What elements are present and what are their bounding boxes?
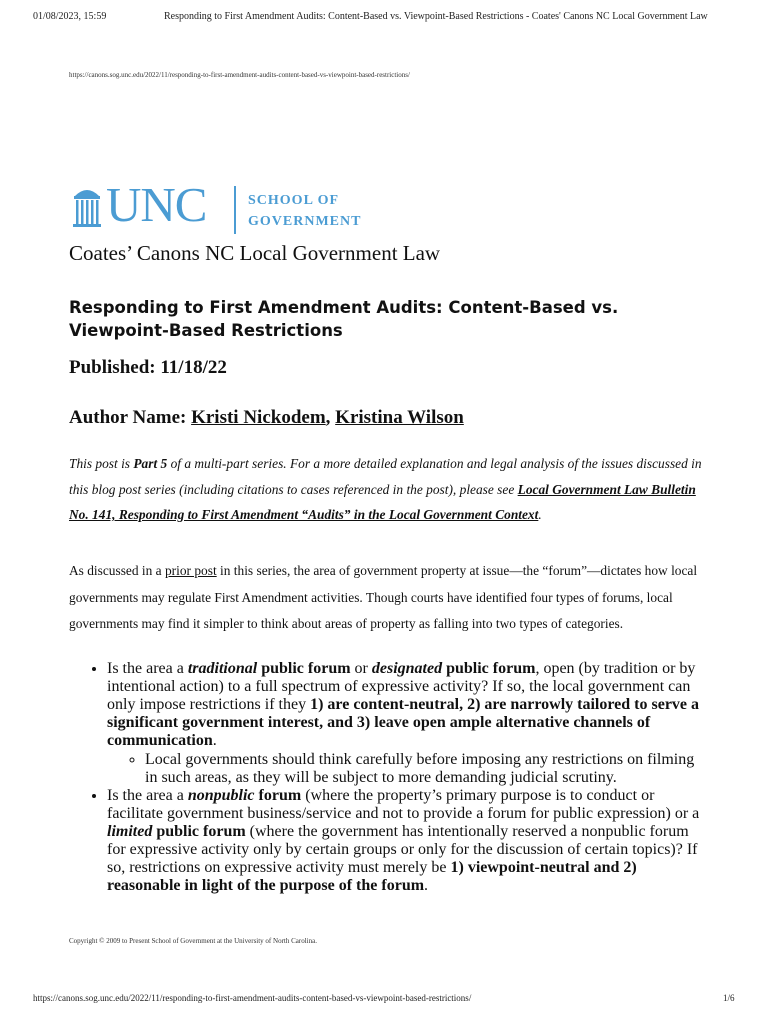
b2-forum: forum <box>254 787 302 804</box>
prior-post-link[interactable]: prior post <box>164 563 217 578</box>
intro-text-1: This post is <box>69 456 134 471</box>
list-item <box>107 660 709 787</box>
page-url: https://canons.sog.unc.edu/2022/11/responding-to-first-amendment-audits-content-based-vs-viewpoint-based-restrictions/ <box>69 71 410 79</box>
author-link-wilson[interactable]: Kristina Wilson <box>335 407 464 428</box>
intro-part: Part 5 <box>133 456 168 471</box>
intro-text-3: . <box>538 507 542 522</box>
list-item: ◦ Local governments should think carefully before imposing any restrictions on filming in such areas, as they will be subject to more demanding judicial scrutiny. <box>145 751 709 787</box>
unc-sog-logo[interactable] <box>72 177 362 234</box>
author-label: Author Name: <box>69 407 187 428</box>
b1-traditional: traditional <box>187 660 258 677</box>
b2-text-3: (where the government has intentionally reserved a nonpublic forum for expressive activity only by certain groups or only for the discussion of certain topics)? If so, restrictions on expressive activity must merely be <box>107 823 698 876</box>
footer-url: https://canons.sog.unc.edu/2022/11/responding-to-first-amendment-audits-content-based-vs-viewpoint-based-restrictions/ <box>33 993 472 1003</box>
b2-text-1: Is the area a <box>107 787 188 804</box>
b2-text-2: (where the property’s primary purpose is to conduct or facilitate government business/service and not to provide a forum for public expression) or a <box>107 787 700 822</box>
print-page-title: Responding to First Amendment Audits: Content-Based vs. Viewpoint-Based Restrictions - Coates' Canons NC Local Government Law <box>164 11 708 22</box>
b1-period: . <box>212 732 217 749</box>
b1-public-forum-1: public forum <box>257 660 351 677</box>
published-label: Published: <box>69 357 156 378</box>
published-value: 11/18/22 <box>160 357 227 378</box>
b2-limited: limited <box>107 823 153 840</box>
published-date <box>69 357 227 379</box>
list-item <box>107 787 709 895</box>
author-line <box>69 407 464 429</box>
b2-requirements: 1) viewpoint-neutral and 2) reasonable in light of the purpose of the forum <box>107 859 637 894</box>
author-link-nickodem[interactable]: Kristi Nickodem <box>191 407 326 428</box>
para-text-2: in this series, the area of government property at issue—the “forum”—dictates how local governments may regulate First Amendment activities. Though courts have identified four types of forums, local governments may find it simpler to think about areas of property as falling into two types of categories. <box>69 563 698 631</box>
b2-public-forum: public forum <box>152 823 246 840</box>
post-title: Responding to First Amendment Audits: Content-Based vs. Viewpoint-Based Restrictions <box>69 298 619 340</box>
logo-line1: SCHOOL OF <box>248 193 340 208</box>
intro-text-2: of a multi-part series. For a more detailed explanation and legal analysis of the issues discussed in this blog post series (including citations to cases referenced in the post), please see <box>69 456 702 497</box>
logo-unc-text: UNC <box>106 177 207 232</box>
b1-requirements: 1) are content-neutral, 2) are narrowly tailored to serve a significant government interest, and 3) leave open ample alternative channels of communication <box>107 696 700 749</box>
b1-or: or <box>350 660 372 677</box>
page-number: 1/6 <box>723 993 735 1003</box>
b2-period: . <box>424 877 429 894</box>
b1-public-forum-2: public forum <box>442 660 536 677</box>
bulletin-link[interactable]: Local Government Law Bulletin No. 141, Responding to First Amendment “Audits” in the Local Government Context <box>69 481 696 522</box>
print-datetime: 01/08/2023, 15:59 <box>33 11 107 22</box>
old-well-icon <box>72 186 102 230</box>
copyright-notice: Copyright © 2009 to Present School of Government at the University of North Carolina. <box>69 937 317 945</box>
logo-line2: GOVERNMENT <box>248 214 362 229</box>
logo-sog-text <box>248 190 361 232</box>
b2-nonpublic: nonpublic <box>187 787 255 804</box>
b1-designated: designated <box>371 660 443 677</box>
logo-divider <box>234 186 236 234</box>
author-separator: , <box>325 407 336 428</box>
b1-text-2: , open (by tradition or by intentional action) to a full spectrum of expressive activity? If so, the local government can only impose restrictions if they <box>107 660 696 713</box>
forum-category-list <box>69 660 709 895</box>
series-intro <box>69 451 709 528</box>
blog-title: Coates’ Canons NC Local Government Law <box>69 241 441 265</box>
forum-paragraph <box>69 558 709 638</box>
para-text-1: As discussed in a <box>69 563 165 578</box>
b1-text-1: Is the area a <box>107 660 188 677</box>
